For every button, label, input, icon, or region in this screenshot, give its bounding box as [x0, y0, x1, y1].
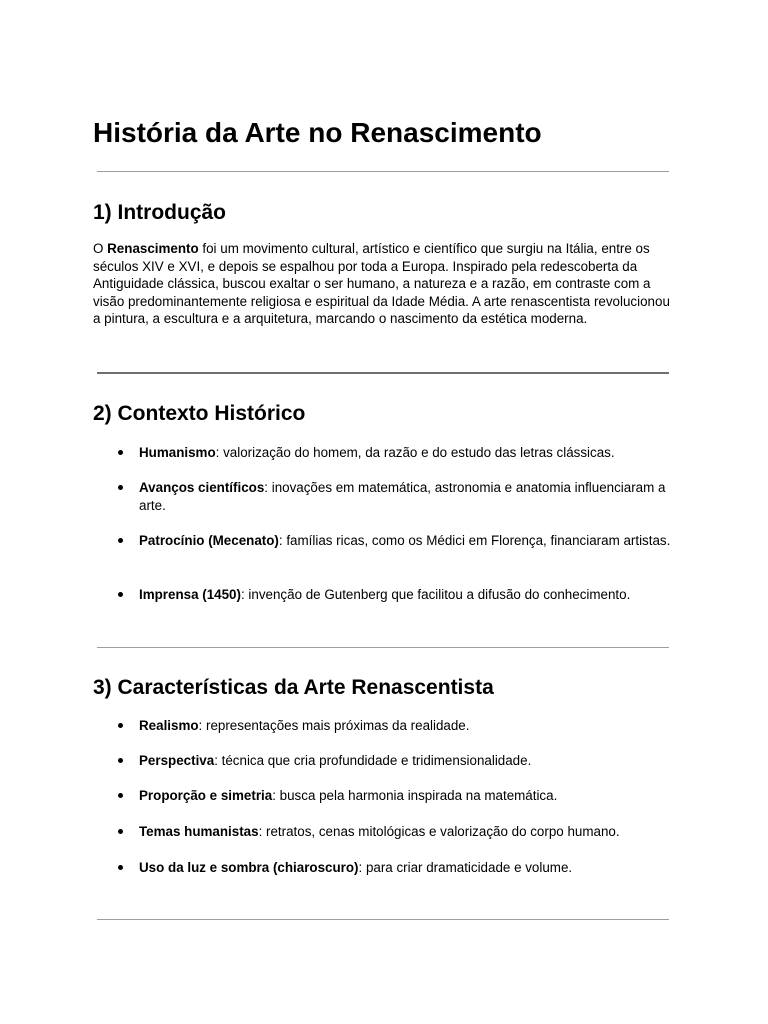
intro-bold-term: Renascimento	[107, 241, 199, 256]
list-item-text	[139, 752, 673, 770]
intro-paragraph	[93, 240, 673, 328]
bullet-icon	[118, 865, 123, 870]
list-item-term: Perspectiva	[139, 753, 215, 768]
list-item-term: Humanismo	[139, 445, 216, 460]
bullet-icon	[118, 485, 123, 490]
list-item-text	[139, 787, 673, 805]
bullet-icon	[118, 723, 123, 728]
list-item-text	[139, 823, 673, 841]
section-heading-contexto-historico: 2) Contexto Histórico	[93, 402, 306, 425]
list-item-desc: : famílias ricas, como os Médici em Florença, financiaram artistas.	[278, 533, 671, 548]
section-heading-introducao: 1) Introdução	[93, 201, 227, 224]
bullet-icon	[118, 758, 123, 763]
list-item-text	[139, 717, 673, 735]
list-item-text	[139, 479, 673, 514]
list-item-term: Imprensa (1450)	[139, 587, 241, 602]
list-item-term: Realismo	[139, 718, 199, 733]
list-item-desc: : valorização do homem, da razão e do estudo das letras clássicas.	[215, 445, 615, 460]
bullet-icon	[118, 450, 123, 455]
list-item-text	[139, 859, 673, 877]
divider	[97, 919, 669, 920]
list-item-desc: : para criar dramaticidade e volume.	[358, 860, 573, 875]
list-item-term: Uso da luz e sombra (chiaroscuro)	[139, 860, 359, 875]
bullet-icon	[118, 793, 123, 798]
divider	[97, 372, 669, 374]
list-item-text	[139, 444, 673, 462]
list-item-desc: : invenção de Gutenberg que facilitou a difusão do conhecimento.	[240, 587, 631, 602]
list-item-text	[139, 532, 673, 550]
intro-text: foi um movimento cultural, artístico e científico que surgiu na Itália, entre os séculos XIV e XVI, e depois se espalhou por toda a Europa. Inspirado pela redescoberta da Antiguidade clássica, buscou exaltar o ser humano, a natureza e a razão, em contraste com a visão predominantemente religiosa e espiritual da Idade Média. A arte renascentista revolucionou a pintura, a escultura e a arquitetura, marcando o nascimento da estética moderna.	[93, 241, 670, 327]
list-item-desc: : retratos, cenas mitológicas e valorização do corpo humano.	[258, 824, 620, 839]
list-item-desc: : busca pela harmonia inspirada na matemática.	[272, 788, 558, 803]
bullet-icon	[118, 829, 123, 834]
list-item-text	[139, 586, 673, 604]
document-title: História da Arte no Renascimento	[93, 117, 542, 148]
divider	[97, 171, 669, 172]
bullet-icon	[118, 538, 123, 543]
bullet-icon	[118, 592, 123, 597]
list-item-term: Patrocínio (Mecenato)	[139, 533, 279, 548]
list-item-term: Temas humanistas	[139, 824, 259, 839]
list-item-desc: : técnica que cria profundidade e tridimensionalidade.	[214, 753, 532, 768]
list-item-term: Proporção e simetria	[139, 788, 273, 803]
list-item-desc: : representações mais próximas da realidade.	[198, 718, 470, 733]
list-item-desc: : inovações em matemática, astronomia e anatomia influenciaram a arte.	[139, 480, 666, 513]
intro-prefix: O	[93, 241, 108, 256]
list-item-term: Avanços científicos	[139, 480, 265, 495]
section-heading-caracteristicas: 3) Características da Arte Renascentista	[93, 676, 494, 699]
divider	[97, 647, 669, 648]
